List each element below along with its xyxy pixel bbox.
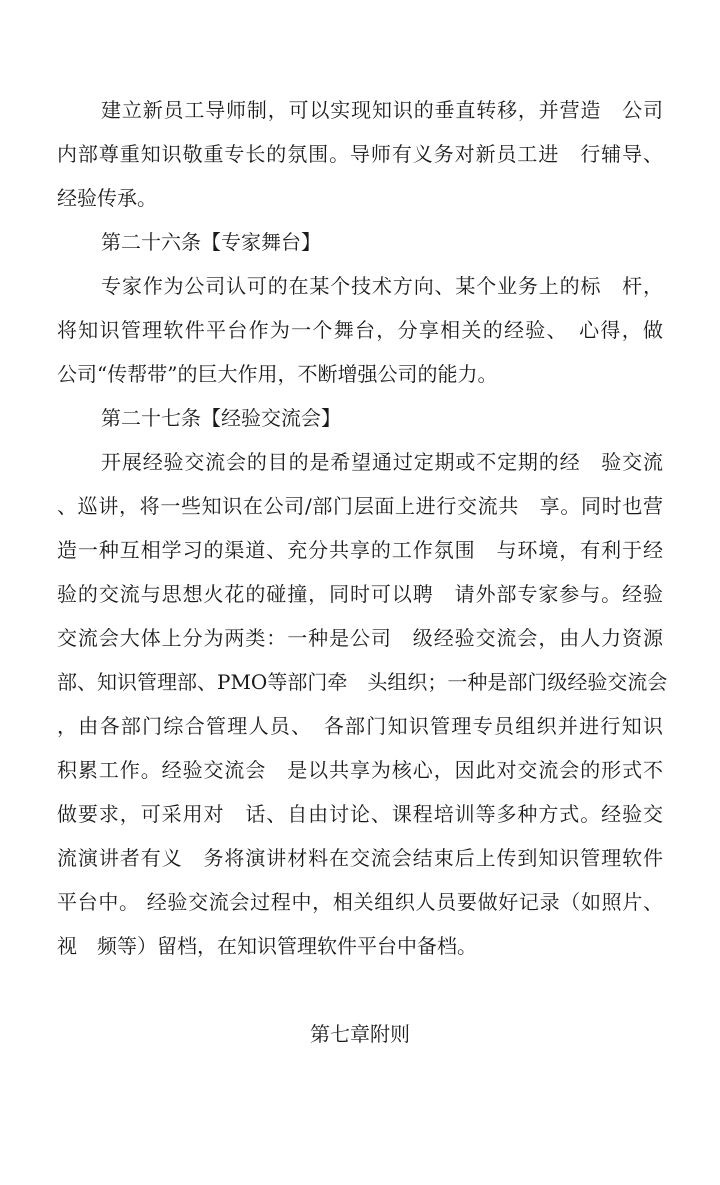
text-line: 平台中。 经验交流会过程中，相关组织人员要做好记录（如照片、 — [57, 890, 663, 914]
text-line: 流演讲者有义 务将演讲材料在交流会结束后上传到知识管理软件 — [57, 846, 663, 870]
text-line: 建立新员工导师制，可以实现知识的垂直转移，并营造 公司 — [101, 98, 663, 122]
text-line: 公司“传帮带”的巨大作用，不断增强公司的能力。 — [57, 362, 498, 386]
chapter-heading: 第七章附则 — [310, 1022, 410, 1046]
text-line: 内部尊重知识敬重专长的氛围。导师有义务对新员工进 行辅导、 — [57, 142, 663, 166]
text-line: 专家作为公司认可的在某个技术方向、某个业务上的标 杆， — [101, 274, 663, 298]
text-line: 开展经验交流会的目的是希望通过定期或不定期的经 验交流 — [101, 450, 663, 474]
text-line: 、巡讲，将一些知识在公司/部门层面上进行交流共 享。同时也营 — [57, 494, 663, 518]
text-line: 造一种互相学习的渠道、充分共享的工作氛围 与环境，有利于经 — [57, 538, 663, 562]
text-line: 第二十七条【经验交流会】 — [101, 406, 341, 430]
text-line: 部、知识管理部、PMO等部门牵 头组织；一种是部门级经验交流会 — [57, 670, 668, 694]
text-line: 视 频等）留档，在知识管理软件平台中备档。 — [57, 934, 477, 958]
text-line: 将知识管理软件平台作为一个舞台，分享相关的经验、 心得，做 — [57, 318, 663, 342]
text-line: 交流会大体上分为两类：一种是公司 级经验交流会，由人力资源 — [57, 626, 663, 650]
text-line: 积累工作。经验交流会 是以共享为核心，因此对交流会的形式不 — [57, 758, 663, 782]
text-line: 做要求，可采用对 话、自由讨论、课程培训等多种方式。经验交 — [57, 802, 663, 826]
text-line: ，由各部门综合管理人员、 各部门知识管理专员组织并进行知识 — [57, 714, 663, 738]
text-line: 第二十六条【专家舞台】 — [101, 230, 321, 254]
text-line: 经验传承。 — [57, 186, 157, 210]
text-line: 验的交流与思想火花的碰撞，同时可以聘 请外部专家参与。经验 — [57, 582, 663, 606]
